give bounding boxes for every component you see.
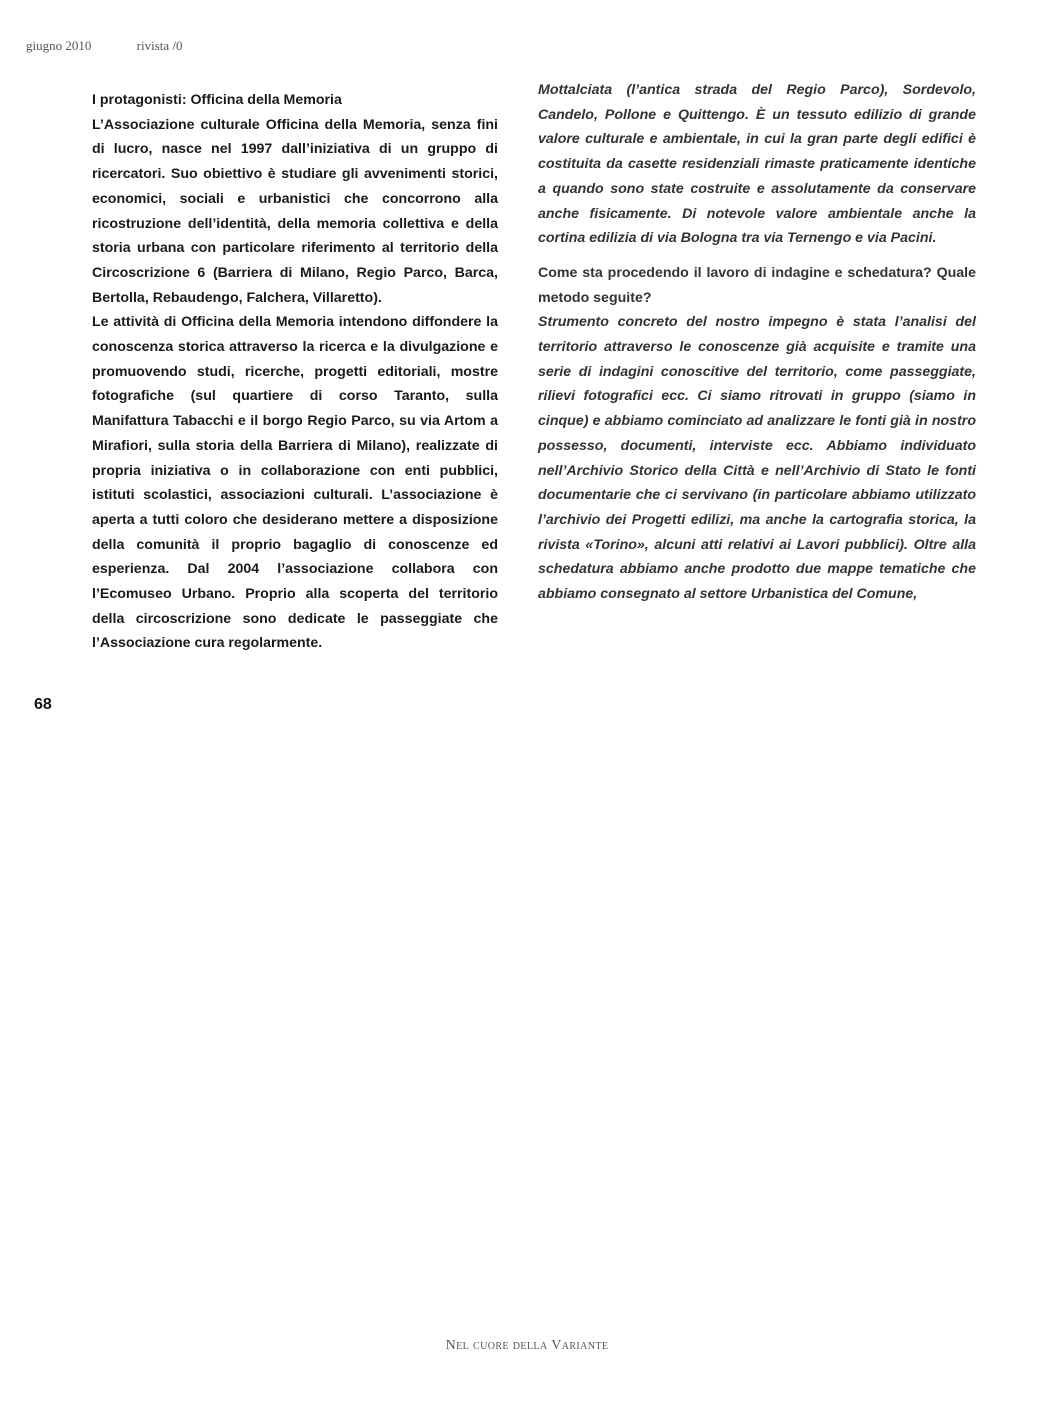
left-paragraph-1: L’Associazione culturale Officina della Memoria, senza fini di lucro, nasce nel 1997 dall’iniziativa di un gruppo di ricercatori. Suo obiettivo è studiare gli avvenimenti storici, economici, sociali e urbanistici che concorrono alla ricostruzione dell’identità, della memoria collettiva e della storia urbana con particolare riferimento al territorio della Circoscrizione 6 (Barriera di Milano, Regio Parco, Barca, Bertolla, Rebaudengo, Falchera, Villaretto). (92, 116, 498, 306)
section-heading: I protagonisti: Officina della Memoria (92, 92, 342, 108)
right-column (538, 78, 976, 607)
continuation-paragraph: Mottalciata (l’antica strada del Regio Parco), Sordevolo, Candelo, Pollone e Quittengo. È un tessuto edilizio di grande valore culturale e ambientale, in cui la gran parte degli edifici è costituita da casette residenziali rimaste praticamente identiche a quando sono state costruite e assolutamente da conservare anche fisicamente. Di notevole valore ambientale anche la cortina edilizia di via Bologna tra via Ternengo e via Pacini. (538, 82, 976, 247)
running-header (26, 38, 182, 54)
left-paragraph-2: Le attività di Officina della Memoria intendono diffondere la conoscenza storica attraverso la ricerca e la divulgazione e promuovendo studi, ricerche, progetti editoriali, mostre fotografiche (sul quartiere di corso Taranto, sulla Manifattura Tabacchi e il borgo Regio Parco, su via Artom a Mirafiori, sulla storia della Barriera di Milano), realizzate di propria iniziativa o in collaborazione con enti pubblici, istituti scolastici, associazioni culturali. L’associazione è aperta a tutti coloro che desiderano mettere a disposizione della comunità il proprio bagaglio di conoscenze ed esperienza. Dal 2004 l’associazione collabora con l’Ecomuseo Urbano. Proprio alla scoperta del territorio della circoscrizione sono dedicate le passeggiate che l’Associazione cura regolarmente. (92, 314, 498, 652)
header-date: giugno 2010 (26, 38, 92, 53)
page-number: 68 (34, 696, 52, 713)
left-column (92, 88, 498, 656)
running-footer: Nel cuore della Variante (445, 1338, 609, 1353)
interview-answer: Strumento concreto del nostro impegno è stata l’analisi del territorio attraverso le conoscenze già acquisite e tramite una serie di indagini conoscitive del territorio, come passeggiate, rilievi fotografici ecc. Ci siamo ritrovati in gruppo (siamo in cinque) e abbiamo cominciato ad analizzare le fonti già in nostro possesso, documenti, interviste ecc. Abbiamo individuato nell’Archivio Storico della Città e nell’Archivio di Stato le fonti documentarie che ci servivano (in particolare abbiamo utilizzato l’archivio dei Progetti edilizi, ma anche la cartografia storica, la rivista «Torino», alcuni atti relativi ai Lavori pubblici). Oltre alla schedatura abbiamo anche prodotto due mappe tematiche che abbiamo consegnato al settore Urbanistica del Comune, (538, 314, 976, 603)
interview-question: Come sta procedendo il lavoro di indagine e schedatura? Quale metodo seguite? (538, 264, 976, 306)
header-issue: rivista /0 (136, 38, 183, 53)
